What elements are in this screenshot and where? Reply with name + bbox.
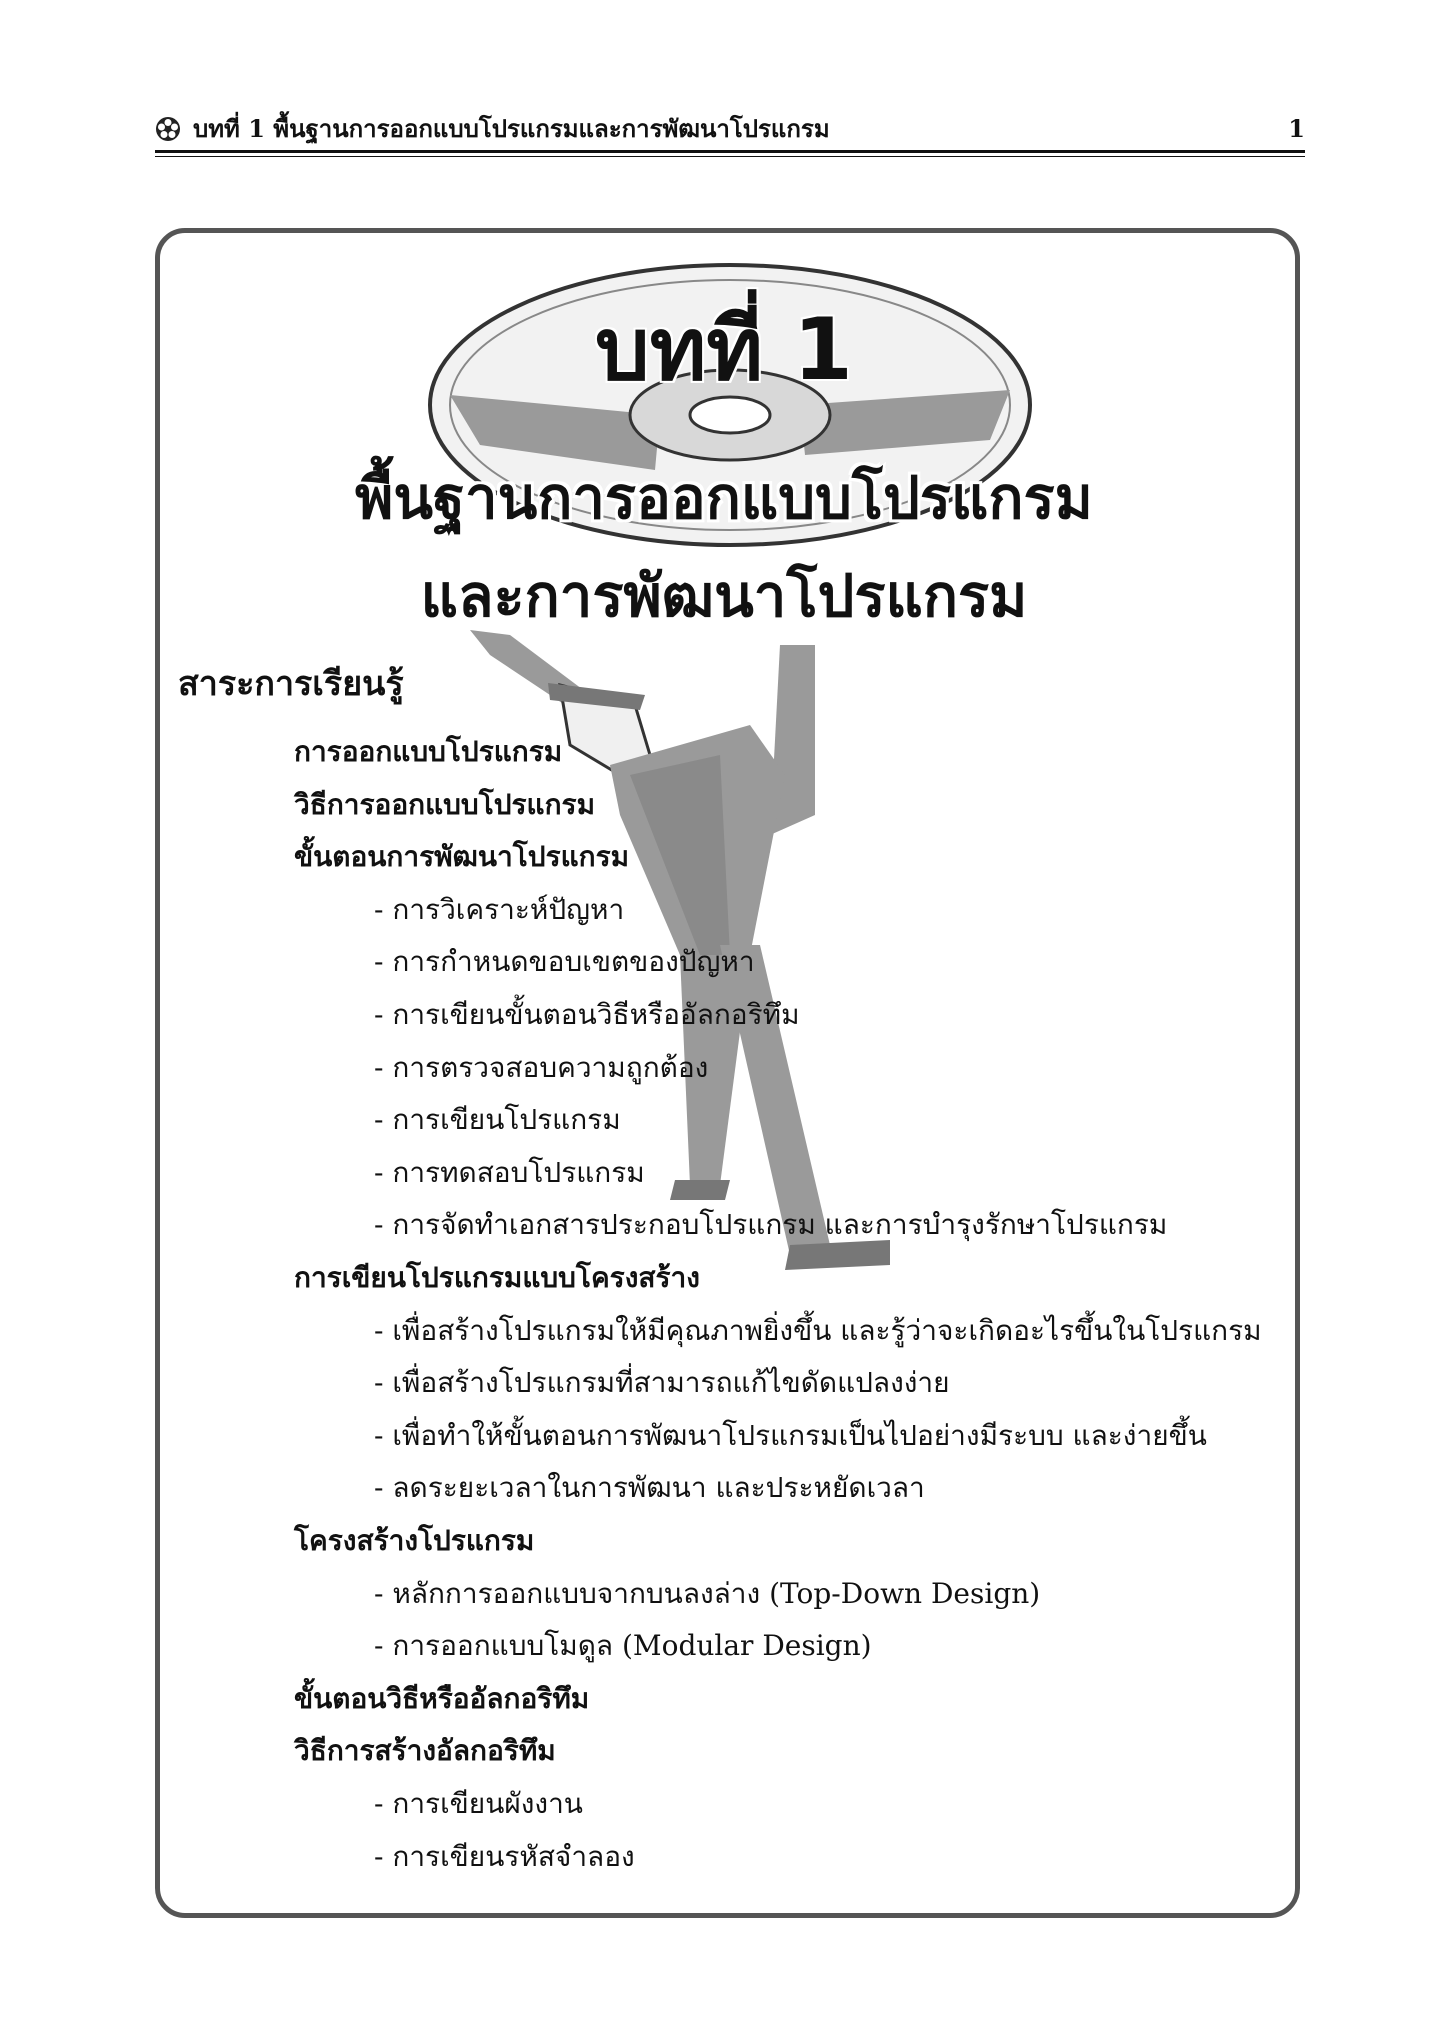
chapter-title-line-1: พื้นฐานการออกแบบโปรแกรม	[355, 464, 1093, 532]
outline-subtopic: - ลดระยะเวลาในการพัฒนา และประหยัดเวลา	[374, 1471, 925, 1504]
header-rule-thin	[155, 156, 1305, 157]
outline-subtopic: - เพื่อสร้างโปรแกรมที่สามารถแก้ไขดัดแปลงง่าย	[374, 1366, 950, 1399]
outline-topic: วิธีการออกแบบโปรแกรม	[294, 788, 596, 821]
outline-topic: การเขียนโปรแกรมแบบโครงสร้าง	[294, 1261, 700, 1294]
chapter-number: บทที่ 1	[595, 300, 853, 400]
section-heading: สาระการเรียนรู้	[178, 664, 404, 704]
outline-subtopic: - การออกแบบโมดูล (Modular Design)	[374, 1629, 872, 1662]
outline-subtopic: - การตรวจสอบความถูกต้อง	[374, 1051, 709, 1084]
outline-subtopic: - การกำหนดขอบเขตของปัญหา	[374, 945, 755, 978]
outline-subtopic: - การจัดทำเอกสารประกอบโปรแกรม และการบำรุงรักษาโปรแกรม	[374, 1208, 1168, 1241]
chapter-title-line-2: และการพัฒนาโปรแกรม	[420, 562, 1028, 630]
page-number: 1	[1288, 114, 1305, 143]
outline-topic: โครงสร้างโปรแกรม	[294, 1524, 535, 1557]
outline-topic: ขั้นตอนวิธีหรืออัลกอริทึม	[294, 1682, 590, 1715]
running-header	[155, 112, 1305, 152]
outline-topic: การออกแบบโปรแกรม	[294, 735, 563, 768]
outline-subtopic: - เพื่อสร้างโปรแกรมให้มีคุณภาพยิ่งขึ้น และรู้ว่าจะเกิดอะไรขึ้นในโปรแกรม	[374, 1314, 1262, 1347]
outline-topic: ขั้นตอนการพัฒนาโปรแกรม	[294, 840, 630, 873]
header-rule-thick	[155, 150, 1305, 153]
outline-subtopic: - การวิเคราะห์ปัญหา	[374, 893, 625, 926]
outline-subtopic: - หลักการออกแบบจากบนลงล่าง (Top-Down Design)	[374, 1577, 1041, 1610]
running-header-title: บทที่ 1 พื้นฐานการออกแบบโปรแกรมและการพัฒนาโปรแกรม	[193, 114, 830, 143]
outline-subtopic: - การเขียนผังงาน	[374, 1787, 583, 1820]
outline-subtopic: - การเขียนขั้นตอนวิธีหรืออัลกอริทึม	[374, 998, 800, 1031]
outline-subtopic: - การเขียนโปรแกรม	[374, 1103, 621, 1136]
flower-bullet-icon	[155, 116, 181, 142]
outline-topic: วิธีการสร้างอัลกอริทึม	[294, 1734, 556, 1767]
outline-subtopic: - การเขียนรหัสจำลอง	[374, 1840, 635, 1873]
outline-subtopic: - การทดสอบโปรแกรม	[374, 1156, 645, 1189]
outline-subtopic: - เพื่อทำให้ขั้นตอนการพัฒนาโปรแกรมเป็นไปอย่างมีระบบ และง่ายขึ้น	[374, 1419, 1207, 1452]
